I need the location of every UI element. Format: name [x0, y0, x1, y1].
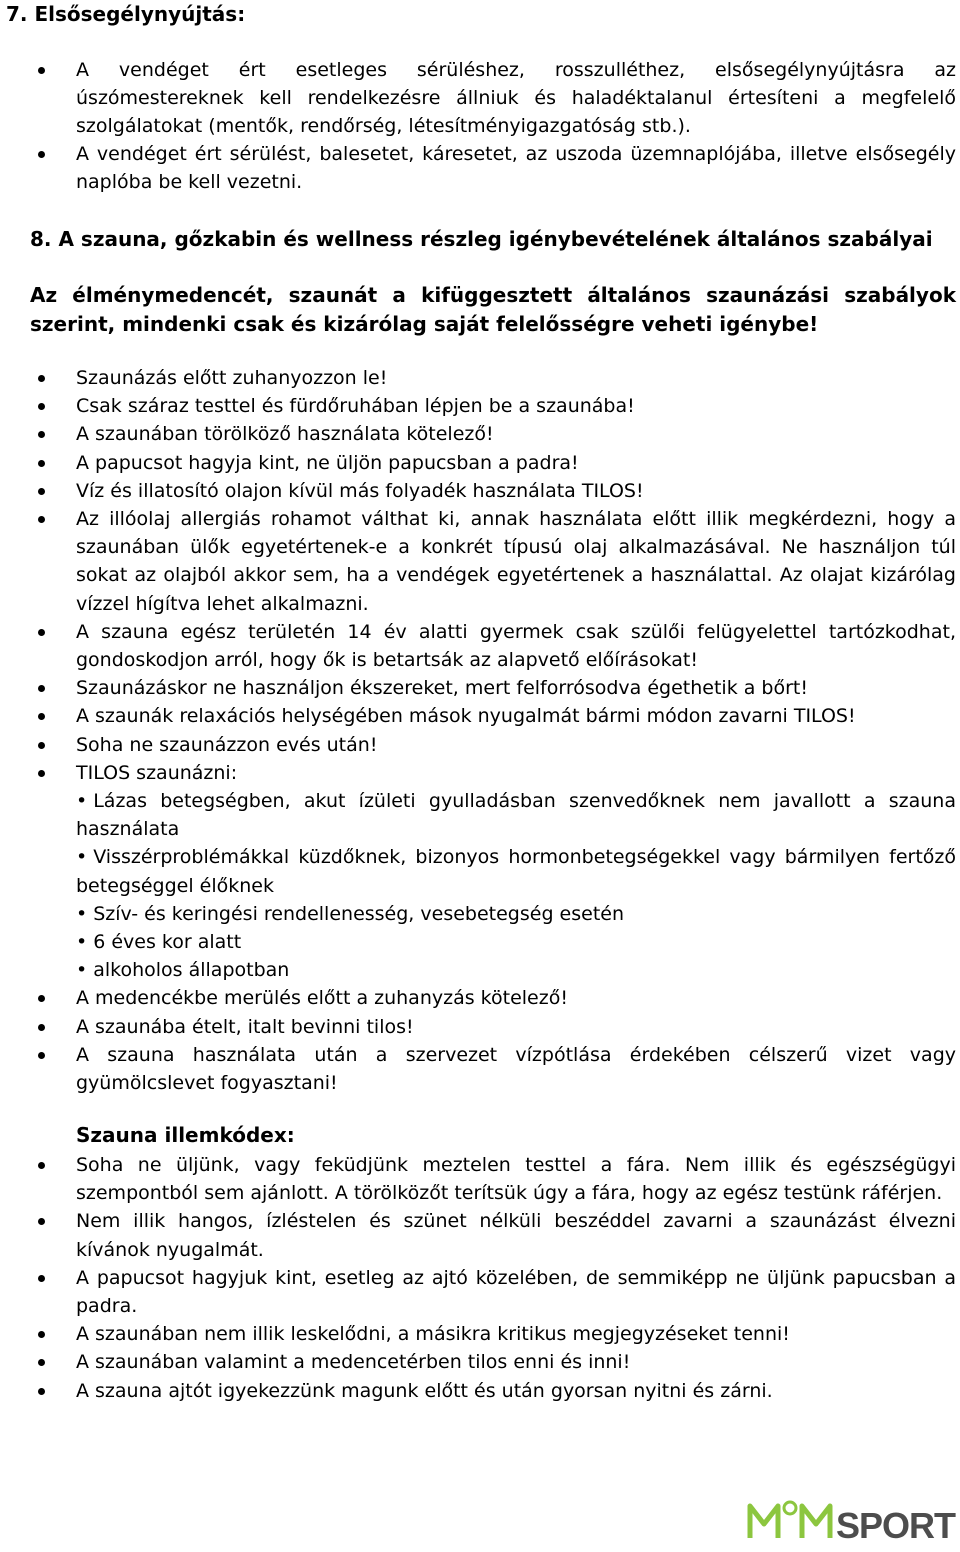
small-bullet-icon: •: [76, 846, 88, 869]
logo-o-letter: [784, 1502, 796, 1514]
logo-m-letter: [750, 1506, 778, 1538]
section-8-title: 8. A szauna, gőzkabin és wellness részleg igénybevételének általános szabályai: [30, 227, 933, 251]
tilos-sub-item-text: 6 éves kor alatt: [93, 931, 242, 954]
list-item-text: A szauna használata után a szervezet vízpótlása érdekében célszerű vizet vagy gyümölcslevet fogyasztani!: [76, 1043, 956, 1095]
list-item: [0, 1264, 960, 1320]
list-item-text: A szaunába ételt, italt bevinni tilos!: [76, 1015, 414, 1038]
list-item-text: A szauna ajtót igyekezzünk magunk előtt és után gyorsan nyitni és zárni.: [76, 1379, 773, 1402]
list-item: [0, 140, 960, 196]
list-item-text: A papucsot hagyjuk kint, esetleg az ajtó közelében, de semmiképp ne üljünk papucsban a padra.: [76, 1266, 956, 1318]
small-bullet-icon: •: [76, 902, 88, 925]
etiquette-title: Szauna illemkódex:: [76, 1123, 295, 1147]
etiquette-list: [0, 1151, 960, 1405]
list-item: [0, 449, 960, 477]
list-item-text: A vendéget ért esetleges sérüléshez, rosszulléthez, elsősegélynyújtásra az úszómestereknek kell rendelkezésre állniuk és haladéktalanul értesíteni a megfelelő szolgálatokat (mentők, rendőrség, létesítményigazgatóság stb.).: [76, 59, 956, 138]
bullet-icon: [38, 1162, 45, 1169]
list-item: [0, 731, 960, 759]
tilos-sub-item-text: Lázas betegségben, akut ízületi gyulladásban szenvedőknek nem javallott a szauna használata: [76, 790, 956, 841]
list-item: [0, 618, 960, 674]
list-item: [0, 1320, 960, 1348]
bullet-icon: [38, 1024, 45, 1031]
list-item: [0, 984, 960, 1012]
bullet-icon: [38, 713, 45, 720]
list-item: [0, 1207, 960, 1263]
list-item-text: A szauna egész területén 14 év alatti gyermek csak szülői felügyelettel tartózkodhat, gondoskodjon arról, hogy ők is betartsák az alapvető előírásokat!: [76, 620, 956, 672]
bullet-icon: [38, 67, 45, 74]
list-item-text: Szaunázáskor ne használjon ékszereket, mert felforrósodva égethetik a bőrt!: [76, 677, 808, 700]
bullet-icon: [38, 516, 45, 523]
bullet-icon: [38, 1331, 45, 1338]
list-item: [0, 674, 960, 702]
list-item-text: A szaunában törölköző használata kötelező!: [76, 423, 494, 446]
list-item: [0, 420, 960, 448]
list-item-text: A szaunában nem illik leskelődni, a másikra kritikus megjegyzéseket tenni!: [76, 1323, 790, 1346]
momsport-logo: [746, 1494, 956, 1544]
bullet-icon: [38, 685, 45, 692]
list-item-text: A vendéget ért sérülést, balesetet, káresetet, az uszoda üzemnaplójába, illetve elsősegély naplóba be kell vezetni.: [76, 143, 956, 194]
list-item: [0, 1348, 960, 1376]
section-7-title: 7. Elsősegélynyújtás:: [6, 2, 246, 26]
section-7-list: [0, 56, 960, 196]
tilos-sub-item: [76, 956, 956, 984]
section-8-intro: Az élménymedencét, szaunát a kifüggesztett általános szaunázási szabályok szerint, mindenki csak és kizárólag saját felelősségre veheti igénybe!: [30, 283, 956, 336]
logo-m2-letter: [802, 1506, 830, 1538]
list-item-text: Soha ne szaunázzon evés után!: [76, 733, 378, 756]
list-item: [0, 392, 960, 420]
small-bullet-icon: •: [76, 790, 88, 813]
bullet-icon: [38, 629, 45, 636]
tilos-sub-item: [76, 843, 956, 899]
small-bullet-icon: •: [76, 959, 88, 982]
list-item-text: Szaunázás előtt zuhanyozzon le!: [76, 367, 388, 389]
bullet-icon: [38, 375, 45, 382]
list-item-text: Nem illik hangos, ízléstelen és szünet nélküli beszéddel zavarni a szaunázást élvezni kívánok nyugalmát.: [76, 1210, 956, 1261]
list-item-text: A szaunák relaxációs helységében mások nyugalmát bármi módon zavarni TILOS!: [76, 705, 856, 728]
list-item-text: Csak száraz testtel és fürdőruhában lépjen be a szaunába!: [76, 395, 635, 418]
list-item-text: A szaunában valamint a medencetérben tilos enni és inni!: [76, 1351, 631, 1374]
list-item: [0, 702, 960, 730]
list-item-text: A papucsot hagyja kint, ne üljön papucsban a padra!: [76, 451, 579, 474]
bullet-icon: [38, 1388, 45, 1395]
bullet-icon: [38, 460, 45, 467]
list-item-tilos: [0, 759, 960, 985]
bullet-icon: [38, 403, 45, 410]
list-item: [0, 1377, 960, 1405]
list-item-text: Soha ne üljünk, vagy feküdjünk meztelen testtel a fára. Nem illik és egészségügyi szempontból sem ajánlott. A törölközőt terítsük úgy a fára, hogy az egész testünk ráférjen.: [76, 1154, 956, 1205]
bullet-icon: [38, 488, 45, 495]
tilos-sub-item-text: alkoholos állapotban: [93, 959, 290, 982]
tilos-sub-item: [76, 928, 956, 956]
list-item: [0, 1151, 960, 1207]
list-item-text: Víz és illatosító olajon kívül más folyadék használata TILOS!: [76, 479, 644, 502]
list-item: [0, 505, 960, 618]
bullet-icon: [38, 1218, 45, 1225]
list-item-text: A medencékbe merülés előtt a zuhanyzás kötelező!: [76, 987, 568, 1010]
tilos-label: TILOS szaunázni:: [76, 761, 238, 784]
bullet-icon: [38, 1275, 45, 1282]
sauna-rules-list: [0, 364, 960, 1097]
bullet-icon: [38, 770, 45, 777]
tilos-sub-item-text: Szív- és keringési rendellenesség, vesebetegség esetén: [93, 902, 625, 925]
small-bullet-icon: •: [76, 931, 88, 954]
tilos-sub-item: [76, 787, 956, 843]
bullet-icon: [38, 431, 45, 438]
bullet-icon: [38, 995, 45, 1002]
list-item: [0, 56, 960, 140]
list-item: [0, 1013, 960, 1041]
bullet-icon: [38, 1359, 45, 1366]
list-item: [0, 1041, 960, 1097]
tilos-sub-item: [76, 900, 956, 928]
bullet-icon: [38, 1052, 45, 1059]
bullet-icon: [38, 742, 45, 749]
list-item-text: Az illóolaj allergiás rohamot válthat ki, annak használata előtt illik megkérdezni, hogy a szaunában ülők egyetértenek-e a konkrét típusú olaj alkalmazásával. Ne használjon túl sokat az olajból akkor sem, ha a vendégek egyetértenek a használattal. Az olajat kizárólag vízzel hígítva lehet alkalmazni.: [76, 508, 956, 615]
tilos-sub-item-text: Visszérproblémákkal küzdőknek, bizonyos hormonbetegségekkel vagy bármilyen fertőző betegséggel élőknek: [76, 846, 956, 897]
list-item: [0, 477, 960, 505]
list-item: [0, 364, 960, 392]
bullet-icon: [38, 151, 45, 158]
logo-sport-text: SPORT: [836, 1505, 956, 1544]
